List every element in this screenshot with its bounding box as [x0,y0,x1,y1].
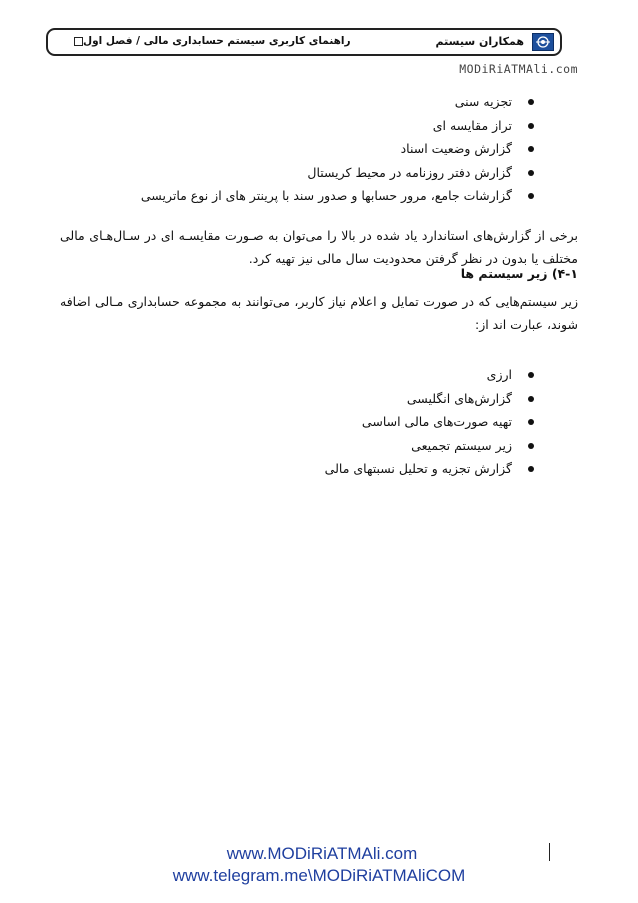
list-item: گزارش دفتر روزنامه در محیط کریستال [141,161,534,185]
page-header [46,28,562,56]
header-chapter-title-text: راهنمای کاربری سیستم حسابداری مالی / فصل اول [83,35,351,47]
header-chapter-title [68,35,351,47]
list-item: تراز مقایسه ای [141,114,534,138]
reports-paragraph: برخی از گزارش‌های استاندارد یاد شده در بالا را می‌توان به صـورت مقایسـه ای در سـال‌هـای مالی مختلف یا بدون در نظر گرفتن محدودیت سال مالی نیز تهیه کرد. [60,228,578,266]
list-item: گزارش تجزیه و تحلیل نسبتهای مالی [325,457,534,481]
list-item: تهیه صورت‌های مالی اساسی [325,410,534,434]
header-company-name: همکاران سیستم [435,35,524,48]
subsystems-paragraph: زیر سیستم‌هایی که در صورت تمایل و اعلام نیاز کاربر، می‌توانند به مجموعه حسابداری مـالی اضافه شوند، عبارت اند از: [60,294,578,332]
list-item: زیر سیستم تجمیعی [325,434,534,458]
company-logo-icon [532,33,554,51]
list-item: گزارش وضعیت اسناد [141,137,534,161]
report-list [141,90,534,208]
list-item: تجزیه سنی [141,90,534,114]
list-item: گزارشات جامع، مرور حسابها و صدور سند با پرینتر های از نوع ماتریسی [141,184,534,208]
section-number: ۴-۱) [551,266,578,281]
footer-telegram-link[interactable]: www.telegram.me\MODiRiATMAliCOM [172,866,466,885]
subsystem-list [325,363,534,481]
list-item: گزارش‌های انگلیسی [325,387,534,411]
square-bullet-icon [74,37,83,46]
section-heading [461,266,578,281]
list-item: ارزی [325,363,534,387]
footer-website-link[interactable]: www.MODiRiATMAli.com [226,844,418,863]
footer [0,843,638,887]
section-title: زیر سیستم ها [460,266,548,281]
site-name: MODiRiATMAli.com [459,62,578,76]
